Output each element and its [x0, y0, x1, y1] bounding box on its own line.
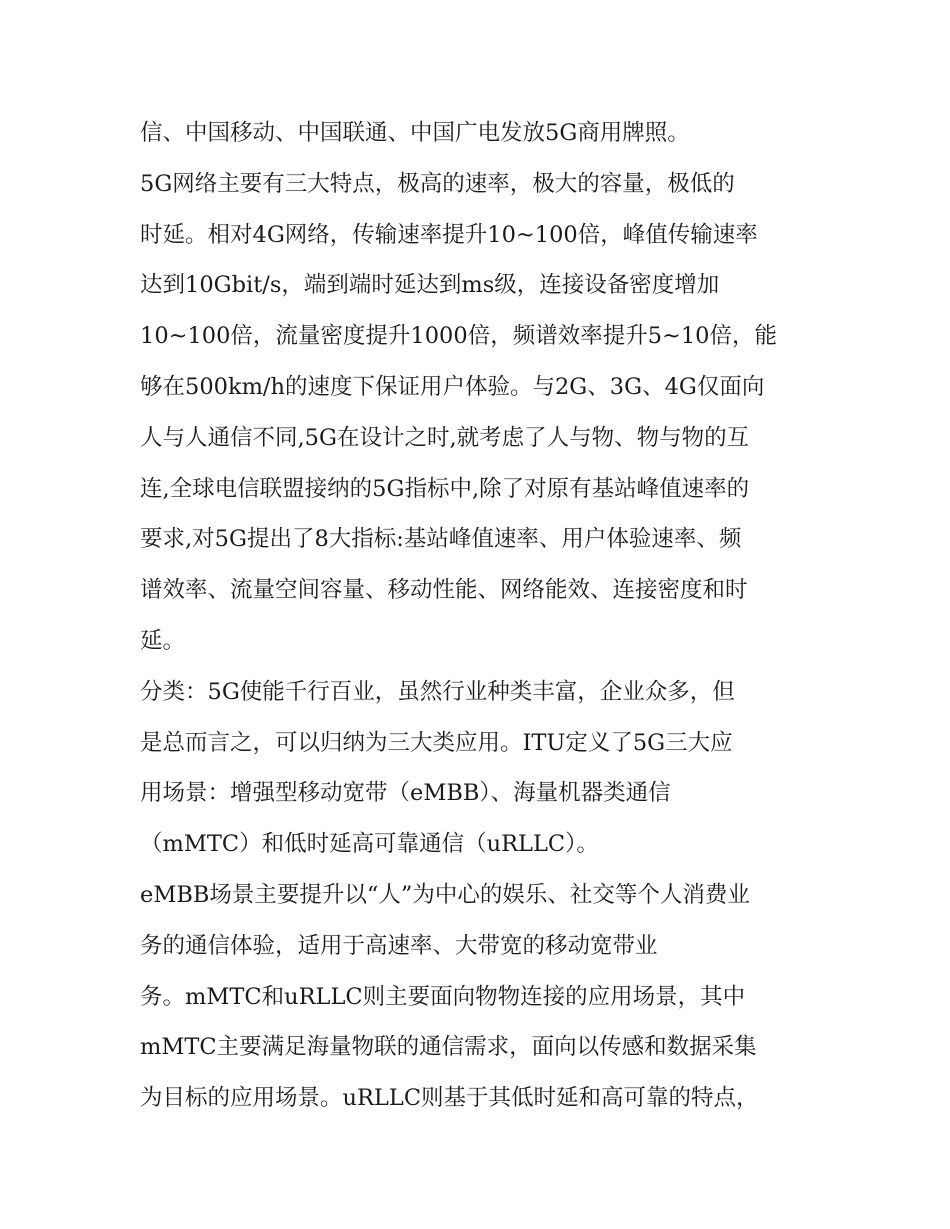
text-line: 人与人通信不同,5G在设计之时,就考虑了人与物、物与物的互	[140, 424, 750, 451]
text-line: 为目标的应用场景。uRLLC则基于其低时延和高可靠的特点，	[140, 1085, 759, 1112]
text-line: 延。	[140, 627, 186, 654]
text-line: 务。mMTC和uRLLC则主要面向物物连接的应用场景，其中	[140, 983, 746, 1010]
text-line: 达到10Gbit/s，端到端时延达到ms级，连接设备密度增加	[140, 272, 720, 299]
text-line: 用场景：增强型移动宽带（eMBB）、海量机器类通信	[140, 780, 671, 807]
text-line: 5G网络主要有三大特点，极高的速率，极大的容量，极低的	[140, 170, 735, 197]
text-line: 连,全球电信联盟接纳的5G指标中,除了对原有基站峰值速率的	[140, 475, 750, 502]
text-line: 要求,对5G提出了8大指标:基站峰值速率、用户体验速率、频	[140, 526, 742, 553]
text-line: 够在500km/h的速度下保证用户体验。与2G、3G、4G仅面向	[140, 373, 765, 400]
text-line: （mMTC）和低时延高可靠通信（uRLLC）。	[140, 831, 599, 858]
text-line: 分类：5G使能千行百业，虽然行业种类丰富，企业众多，但	[140, 678, 735, 705]
text-line: 信、中国移动、中国联通、中国广电发放5G商用牌照。	[140, 120, 690, 146]
text-line: 务的通信体验，适用于高速率、大带宽的移动宽带业	[140, 932, 658, 959]
text-line: 是总而言之，可以归纳为三大类应用。ITU定义了5G三大应	[140, 729, 733, 756]
text-line: 谱效率、流量空间容量、移动性能、网络能效、连接密度和时	[140, 577, 748, 604]
body-text	[140, 108, 830, 1124]
text-line: 10~100倍，流量密度提升1000倍，频谱效率提升5~10倍，能	[140, 323, 777, 350]
text-line: mMTC主要满足海量物联的通信需求，面向以传感和数据采集	[140, 1034, 757, 1061]
text-line: 时延。相对4G网络，传输速率提升10~100倍，峰值传输速率	[140, 221, 758, 248]
text-line: eMBB场景主要提升以“人”为中心的娱乐、社交等个人消费业	[140, 881, 750, 908]
